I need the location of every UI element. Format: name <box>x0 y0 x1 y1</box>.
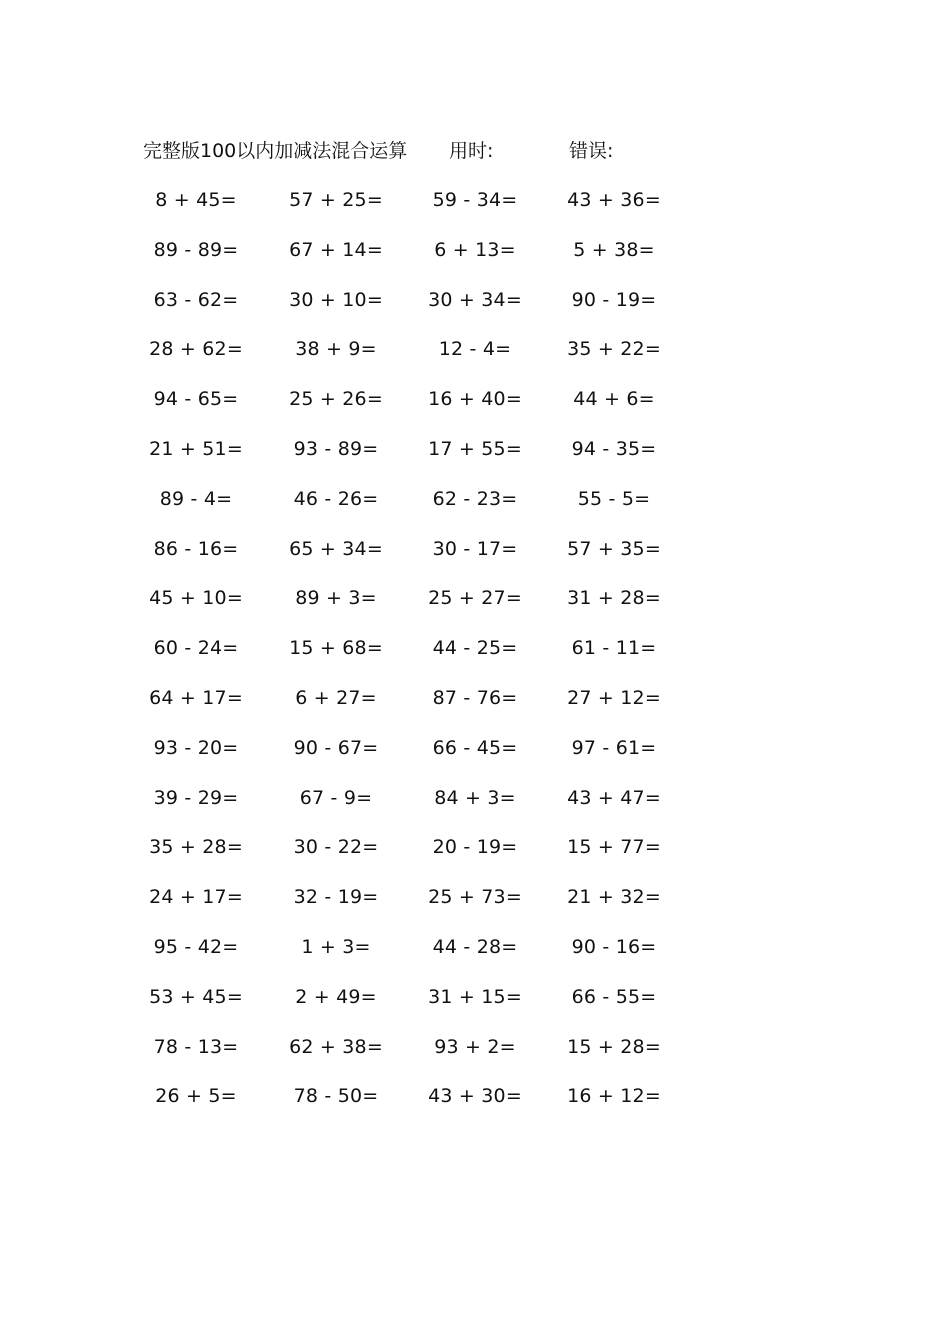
math-problem: 94 - 35= <box>571 438 657 460</box>
math-problem: 31 + 15= <box>428 985 522 1008</box>
math-problem: 12 - 4= <box>438 338 512 361</box>
math-problem: 20 - 19= <box>432 836 518 859</box>
math-problem: 5 + 38= <box>573 238 655 261</box>
math-problem: 35 + 22= <box>567 338 661 361</box>
math-problem: 67 + 14= <box>289 238 383 261</box>
math-problem: 21 + 51= <box>149 438 243 460</box>
math-problem: 89 - 4= <box>159 487 233 510</box>
worksheet-title: 完整版100以内加减法混合运算 <box>143 140 408 162</box>
math-problem: 62 + 38= <box>289 1035 383 1058</box>
math-problem: 28 + 62= <box>149 338 243 361</box>
math-problem: 27 + 12= <box>567 687 661 709</box>
math-problem: 30 - 17= <box>432 537 518 560</box>
math-problem: 63 - 62= <box>153 288 239 311</box>
math-problem: 87 - 76= <box>432 687 518 709</box>
math-problem: 1 + 3= <box>301 936 371 958</box>
math-problem: 57 + 35= <box>567 537 661 560</box>
error-label: 错误: <box>569 140 614 162</box>
math-problem: 25 + 26= <box>289 388 383 411</box>
math-problem: 44 - 28= <box>432 936 518 958</box>
math-problem: 30 + 10= <box>289 288 383 311</box>
math-problem: 24 + 17= <box>149 886 243 909</box>
math-problem: 66 - 45= <box>432 736 518 759</box>
math-problem: 8 + 45= <box>155 189 237 211</box>
math-problem: 6 + 13= <box>434 238 516 261</box>
math-problem: 46 - 26= <box>293 487 379 510</box>
math-problem: 30 - 22= <box>293 836 379 859</box>
math-problem: 39 - 29= <box>153 786 239 809</box>
math-problem: 44 - 25= <box>432 637 518 660</box>
math-problem: 16 + 12= <box>567 1085 661 1108</box>
math-problem: 43 + 36= <box>567 189 661 211</box>
math-problem: 32 - 19= <box>293 886 379 909</box>
math-problem: 31 + 28= <box>567 587 661 610</box>
math-problem: 45 + 10= <box>149 587 243 610</box>
math-problem: 93 - 89= <box>293 438 379 460</box>
math-problem: 35 + 28= <box>149 836 243 859</box>
math-problem: 90 - 19= <box>571 288 657 311</box>
math-problem: 90 - 67= <box>293 736 379 759</box>
math-problem: 84 + 3= <box>434 786 516 809</box>
math-problem: 66 - 55= <box>571 985 657 1008</box>
math-problem: 93 + 2= <box>434 1035 516 1058</box>
math-problem: 59 - 34= <box>432 189 518 211</box>
math-problem: 30 + 34= <box>428 288 522 311</box>
math-problem: 16 + 40= <box>428 388 522 411</box>
math-problem: 94 - 65= <box>153 388 239 411</box>
math-problem: 38 + 9= <box>295 338 377 361</box>
math-problem: 26 + 5= <box>155 1085 237 1108</box>
math-problem: 89 - 89= <box>153 238 239 261</box>
math-problem: 43 + 30= <box>428 1085 522 1108</box>
math-problem: 43 + 47= <box>567 786 661 809</box>
math-problem: 21 + 32= <box>567 886 661 909</box>
math-problem: 62 - 23= <box>432 487 518 510</box>
math-problem: 78 - 13= <box>153 1035 239 1058</box>
math-problem: 15 + 77= <box>567 836 661 859</box>
math-problem: 25 + 73= <box>428 886 522 909</box>
math-problem: 78 - 50= <box>293 1085 379 1108</box>
math-problem: 65 + 34= <box>289 537 383 560</box>
math-problem: 6 + 27= <box>295 687 377 709</box>
math-problem: 95 - 42= <box>153 936 239 958</box>
math-problem: 93 - 20= <box>153 736 239 759</box>
time-label: 用时: <box>449 140 494 162</box>
math-problem: 15 + 68= <box>289 637 383 660</box>
math-problem: 60 - 24= <box>153 637 239 660</box>
math-problem: 55 - 5= <box>577 487 651 510</box>
math-problem: 17 + 55= <box>428 438 522 460</box>
math-problem: 53 + 45= <box>149 985 243 1008</box>
math-problem: 97 - 61= <box>571 736 657 759</box>
math-problem: 67 - 9= <box>299 786 373 809</box>
math-problem: 90 - 16= <box>571 936 657 958</box>
math-problem: 57 + 25= <box>289 189 383 211</box>
math-problem: 44 + 6= <box>573 388 655 411</box>
math-problem: 25 + 27= <box>428 587 522 610</box>
math-problem: 61 - 11= <box>571 637 657 660</box>
math-problem: 2 + 49= <box>295 985 377 1008</box>
math-problem: 15 + 28= <box>567 1035 661 1058</box>
math-problem: 89 + 3= <box>295 587 377 610</box>
math-problem: 86 - 16= <box>153 537 239 560</box>
math-problem: 64 + 17= <box>149 687 243 709</box>
